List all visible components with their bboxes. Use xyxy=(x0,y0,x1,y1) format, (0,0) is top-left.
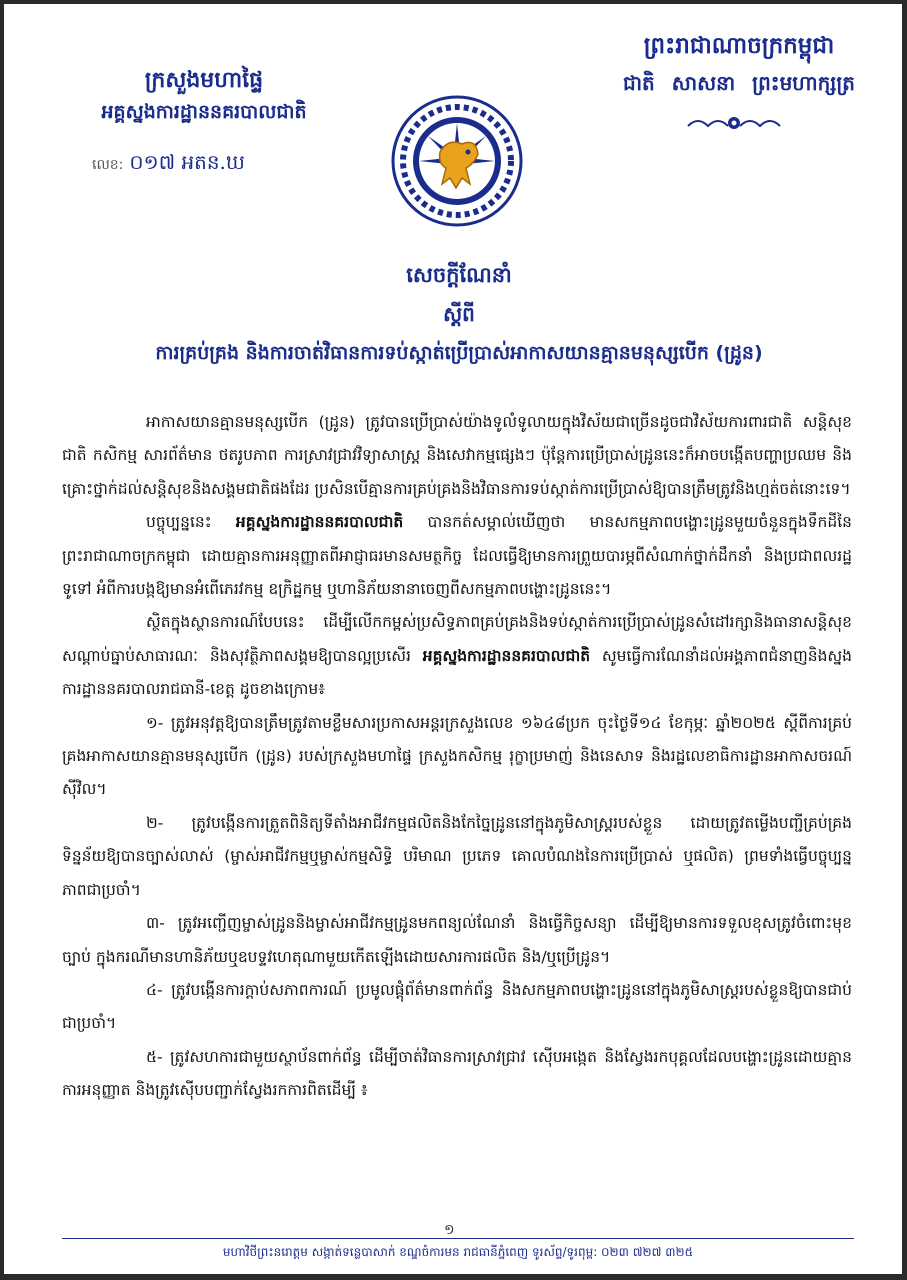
ornament-icon xyxy=(684,112,784,134)
document-title-block xyxy=(64,259,854,367)
ministry-header xyxy=(74,66,334,126)
reference-label: លេខ: xyxy=(92,157,124,173)
list-item: ៣- ត្រូវអញ្ជើញម្ចាស់ដ្រូននិងម្ចាស់អាជីវកម្មដ្រូនមកពន្យល់ណែនាំ និងធ្វើកិច្ចសន្យា ដើម្បីឱ្យមានការទទួលខុសត្រូវចំពោះមុខច្បាប់ ក្នុងករណីមានហានិភ័យឬឧបទ្ទវហេតុណាមួយកើតឡើងដោយសារការផលិត និង/ឬប្រើដ្រូន។ xyxy=(62,914,852,966)
paragraph-directive xyxy=(62,606,852,706)
footer-address: មហាវិថីព្រះនរោត្តម សង្កាត់ទន្លេបាសាក់ ខណ្ឌចំការមន រាជធានីភ្នំពេញ ទូរស័ព្ទ/ទូរពុម្ព: ០២៣ ៧២៧ ៣២៥ xyxy=(222,1245,694,1259)
list-item: ៥- ត្រូវសហការជាមួយស្ថាប័នពាក់ព័ន្ធ ដើម្បីចាត់វិធានការស្រាវជ្រាវ ស៊ើបអង្កេត និងស្វែងរកបុគ្គលដែលបង្ហោះដ្រូនដោយគ្មានការអនុញ្ញាត និងត្រូវស៊ើបបញ្ជាក់ស្វែងរកការពិតដើម្បី ៖ xyxy=(62,1047,852,1100)
paragraph-directive-a: ស្ថិតក្នុងស្ថានការណ៍បែបនេះ ដើម្បីលើកកម្ពស់ប្រសិទ្ធភាពគ្រប់គ្រងនិងទប់ស្កាត់ការប្រើប្រាស់ដ្រូនសំដៅរក្សានិងធានាសន្តិសុខ សណ្តាប់ធ្នាប់សាធារណៈ និងសុវត្ថិភាពសង្គមឱ្យបានល្អប្រសើរ xyxy=(62,613,852,665)
document-subject: ការគ្រប់គ្រង និងការចាត់វិធានការទប់ស្កាត់ប្រើប្រាស់អាកាសយានគ្មានមនុស្សបើក (ដ្រូន) xyxy=(155,342,763,364)
department-name: អគ្គស្នងការដ្ឋាននគរបាលជាតិ xyxy=(101,101,307,123)
police-emblem-icon xyxy=(390,94,524,228)
page-number: ១ xyxy=(444,1222,455,1238)
list-item: ១- ត្រូវអនុវត្តឱ្យបានត្រឹមត្រូវតាមខ្លឹមសារប្រកាសអន្តរក្រសួងលេខ ១៦៤៨ប្រក ចុះថ្ងៃទី១៤ ខែកុម្ភៈ ឆ្នាំ២០២៥ ស្តីពីការគ្រប់គ្រងអាកាសយានគ្មានមនុស្សបើក (ដ្រូន) របស់ក្រសួងមហាផ្ទៃ ក្រសួងកសិកម្ម រុក្ខាប្រមាញ់ និងនេសាទ និងរដ្ឋលេខាធិការដ្ឋានអាកាសចរណ៍ស៊ីវិល។ xyxy=(62,713,852,799)
list-item: ៤- ត្រូវបង្កើនការក្តាប់សភាពការណ៍ ប្រមូលផ្តុំព័ត៌មានពាក់ព័ន្ធ និងសកម្មភាពបង្ហោះដ្រូននៅក្នុងភូមិសាស្ត្ររបស់ខ្លួនឱ្យបានជាប់ជាប្រចាំ។ xyxy=(62,980,852,1033)
national-motto: ជាតិ សាសនា ព្រះមហាក្សត្រ xyxy=(623,71,855,95)
about-label: ស្តីពី xyxy=(443,302,475,326)
paragraph-directive-b: សូមធ្វើការណែនាំដល់អង្គភាពជំនាញនិងស្នងការដ្ឋាននគរបាលរាជធានី-ខេត្ត ដូចខាងក្រោម៖ xyxy=(62,646,852,699)
reference-value: ០១៧ អតន.ឃ xyxy=(129,150,245,174)
list-item: ២- ត្រូវបង្កើនការត្រួតពិនិត្យទីតាំងអាជីវកម្មផលិតនិងកែច្នៃដ្រូននៅក្នុងភូមិសាស្ត្ររបស់ខ្លួន ដោយត្រូវតម្លើងបញ្ជីគ្រប់គ្រងទិន្នន័យឱ្យបានច្បាស់លាស់ (ម្ចាស់អាជីវកម្មឬម្ចាស់កម្មសិទ្ធិ បរិមាណ ប្រភេទ គោលបំណងនៃការប្រើប្រាស់ ឬផលិត) ព្រមទាំងធ្វើបច្ចុប្បន្នភាពជាប្រចាំ។ xyxy=(62,813,852,899)
kingdom-title: ព្រះរាជាណាចក្រកម្ពុជា xyxy=(643,33,835,59)
department-emphasis: អគ្គស្នងការដ្ឋាននគរបាលជាតិ xyxy=(422,646,591,665)
reference-number xyxy=(92,149,245,179)
paragraph-situation-a: បច្ចុប្បន្ននេះ xyxy=(146,513,236,532)
ministry-name: ក្រសួងមហាផ្ទៃ xyxy=(144,68,264,93)
paragraph-intro: អាកាសយានគ្មានមនុស្សបើក (ដ្រូន) ត្រូវបានប្រើប្រាស់យ៉ាងទូលំទូលាយក្នុងវិស័យជាច្រើនដូចជាវិស័យការពារជាតិ សន្តិសុខជាតិ កសិកម្ម សារព័ត៌មាន ថតរូបភាព ការស្រាវជ្រាវវិទ្យាសាស្ត្រ និងសេវាកម្មផ្សេងៗ ប៉ុន្តែការប្រើប្រាស់ដ្រូននេះក៏អាចបង្កើតបញ្ហាប្រឈម និងគ្រោះថ្នាក់ដល់សន្តិសុខនិងសង្គមជាតិផងដែរ ប្រសិនបើគ្មានការគ្រប់គ្រងនិងវិធានការទប់ស្កាត់ការប្រើប្រាស់ឱ្យបានត្រឹមត្រូវនិងហ្មត់ចត់នោះទេ។ xyxy=(62,413,852,498)
document-body xyxy=(62,406,852,1108)
department-emphasis: អគ្គស្នងការដ្ឋាននគរបាលជាតិ xyxy=(235,513,404,532)
kingdom-header xyxy=(594,30,884,98)
paragraph-situation-b: បានកត់សម្គាល់ឃើញថា មានសកម្មភាពបង្ហោះដ្រូនមួយចំនួនក្នុងទឹកដីនៃព្រះរាជាណាចក្រកម្ពុជា ដោយគ្មានការអនុញ្ញាតពីអាជ្ញាធរមានសមត្ថកិច្ច ដែលធ្វើឱ្យមានការព្រួយបារម្ភពីសំណាក់ថ្នាក់ដឹកនាំ និងប្រជាពលរដ្ឋទូទៅ អំពីការបង្កឱ្យមានអំពើភេរវកម្ម ឧក្រិដ្ឋកម្ម ឬហានិភ័យនានាចេញពីសកម្មភាពបង្ហោះដ្រូននេះ។ xyxy=(62,513,852,599)
footer-divider xyxy=(62,1238,854,1239)
document-page xyxy=(4,4,902,1274)
paragraph-situation xyxy=(62,506,852,606)
document-type: សេចក្តីណែនាំ xyxy=(406,263,512,287)
